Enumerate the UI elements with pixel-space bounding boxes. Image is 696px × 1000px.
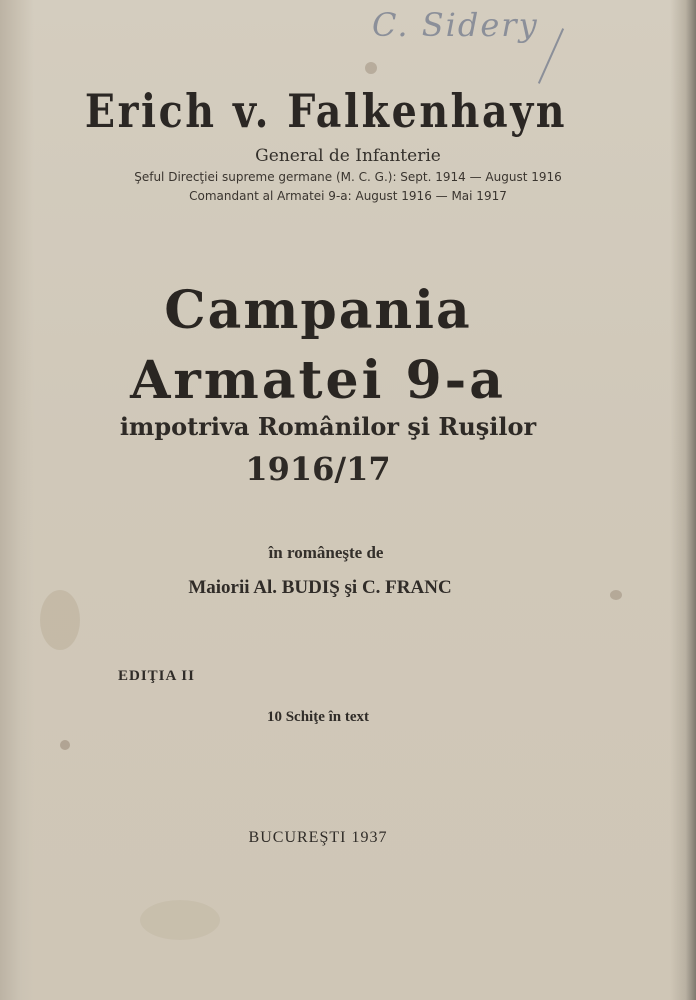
translators: Maiorii Al. BUDIŞ şi C. FRANC — [188, 577, 452, 598]
paper-spot — [365, 62, 377, 74]
sketches-note: 10 Schiţe în text — [266, 709, 370, 725]
author-role-line: Şeful Direcţiei supreme germane (M. C. G.): Sept. 1914 — August 1916 — [134, 170, 562, 184]
handwritten-signature: C. Sidery — [372, 6, 539, 44]
book-title-line-2: Armatei 9-a — [130, 350, 506, 411]
author-rank: General de Infanterie — [255, 146, 441, 166]
book-title-line-1: Campania — [164, 280, 472, 341]
paper-stain — [40, 590, 80, 650]
edition-label: EDIŢIA II — [118, 668, 195, 684]
book-years: 1916/17 — [245, 450, 391, 488]
publication-place-year: BUCUREŞTI 1937 — [248, 829, 388, 846]
translation-note: în româneşte de — [268, 543, 384, 562]
paper-stain — [140, 900, 220, 940]
paper-spot — [60, 740, 70, 750]
author-role-line: Comandant al Armatei 9-a: August 1916 — Mai 1917 — [189, 189, 507, 203]
author-name: Erich v. Falkenhayn — [84, 84, 568, 138]
book-subtitle: impotriva Românilor şi Ruşilor — [119, 412, 537, 441]
